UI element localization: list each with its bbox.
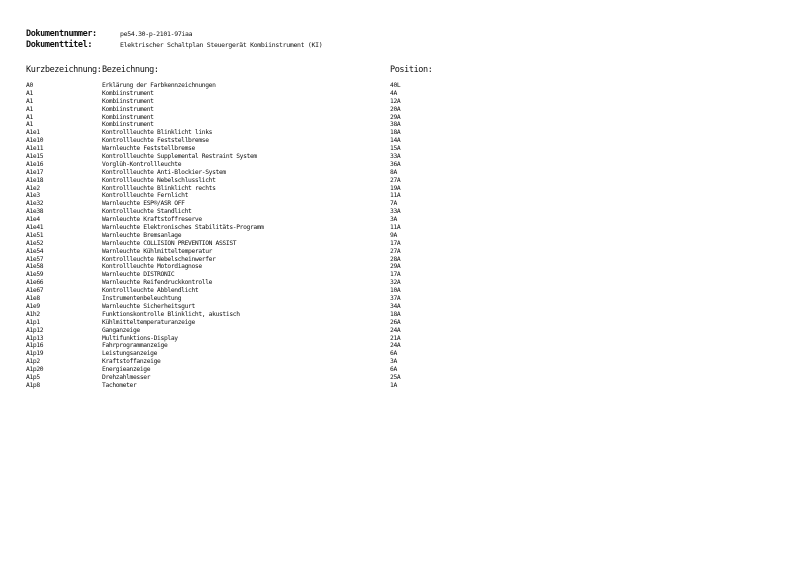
table-row: [26, 224, 726, 232]
row-position: 24A: [390, 326, 401, 334]
table-row: [26, 169, 726, 177]
table-row: [26, 335, 726, 343]
row-code: A1h2: [26, 310, 40, 318]
row-code: A1e18: [26, 176, 44, 184]
document-number-value: pe54.30-p-2101-97iaa: [120, 30, 193, 38]
row-code: A1e58: [26, 263, 44, 271]
row-position: 7A: [390, 200, 397, 208]
row-name: Kontrollleuchte Supplemental Restraint System: [102, 153, 257, 161]
table-row: [26, 327, 726, 335]
row-name: Fahrprogrammanzeige: [102, 342, 168, 350]
table-row: [26, 185, 726, 193]
table-row: [26, 248, 726, 256]
row-name: Warnleuchte Feststellbremse: [102, 145, 195, 153]
row-name: Kontrollleuchte Feststellbremse: [102, 137, 209, 145]
row-position: 37A: [390, 295, 401, 303]
table-row: [26, 232, 726, 240]
document-title-value: Elektrischer Schaltplan Steuergerät Kombiinstrument (KI): [120, 41, 323, 49]
row-name: Warnleuchte DISTRONIC: [102, 271, 175, 279]
table-row: [26, 114, 726, 122]
row-name: Kontrollleuchte Anti-Blockier-System: [102, 168, 226, 176]
row-position: 18A: [390, 129, 401, 137]
row-code: A1e52: [26, 239, 44, 247]
table-row: [26, 161, 726, 169]
row-name: Warnleuchte Sicherheitsgurt: [102, 302, 195, 310]
row-position: 15A: [390, 145, 401, 153]
row-name: Kontrollleuchte Blinklicht rechts: [102, 184, 216, 192]
table-row: [26, 153, 726, 161]
row-position: 20A: [390, 105, 401, 113]
row-code: A1p13: [26, 334, 44, 342]
document-number-label: Dokumentnummer:: [26, 29, 97, 39]
row-name: Kombiinstrument: [102, 121, 154, 129]
table-row: [26, 121, 726, 129]
row-position: 9A: [390, 231, 397, 239]
row-code: A1e1: [26, 129, 40, 137]
row-position: 3A: [390, 216, 397, 224]
row-name: Leistungsanzeige: [102, 350, 158, 358]
row-name: Kontrollleuchte Blinklicht links: [102, 129, 213, 137]
row-code: A1e57: [26, 255, 44, 263]
row-position: 17A: [390, 271, 401, 279]
table-row: [26, 200, 726, 208]
row-position: 29A: [390, 113, 401, 121]
row-position: 6A: [390, 350, 397, 358]
row-code: A1: [26, 113, 33, 121]
table-row: [26, 216, 726, 224]
row-code: A1: [26, 121, 33, 129]
row-position: 21A: [390, 334, 401, 342]
row-code: A1e2: [26, 184, 40, 192]
table-row: [26, 271, 726, 279]
table-row: [26, 240, 726, 248]
table-row: [26, 90, 726, 98]
table-row: [26, 319, 726, 327]
row-position: 11A: [390, 224, 401, 232]
row-code: A1e41: [26, 224, 44, 232]
table-row: [26, 129, 726, 137]
table-row: [26, 145, 726, 153]
column-header-position: Position:: [390, 65, 433, 75]
row-name: Kombiinstrument: [102, 97, 154, 105]
row-name: Drehzahlmesser: [102, 373, 151, 381]
row-name: Tachometer: [102, 381, 137, 389]
row-name: Warnleuchte ESP®/ASR OFF: [102, 200, 185, 208]
row-position: 28A: [390, 255, 401, 263]
table-row: [26, 137, 726, 145]
row-position: 6A: [390, 366, 397, 374]
row-code: A1e3: [26, 192, 40, 200]
row-position: 11A: [390, 192, 401, 200]
row-position: 33A: [390, 153, 401, 161]
row-name: Kombiinstrument: [102, 113, 154, 121]
row-name: Kombiinstrument: [102, 105, 154, 113]
row-position: 18A: [390, 310, 401, 318]
row-name: Energieanzeige: [102, 366, 151, 374]
row-position: 33A: [390, 208, 401, 216]
table-row: [26, 303, 726, 311]
row-code: A1p19: [26, 350, 44, 358]
row-name: Warnleuchte Elektronisches Stabilitäts-Programm: [102, 224, 264, 232]
row-position: 27A: [390, 247, 401, 255]
document-title-label: Dokumenttitel:: [26, 40, 93, 50]
row-name: Warnleuchte Kühlmitteltemperatur: [102, 247, 213, 255]
row-code: A1p8: [26, 381, 40, 389]
row-name: Kontrollleuchte Nebelschlusslicht: [102, 176, 216, 184]
table-row: [26, 374, 726, 382]
row-name: Kontrollleuchte Standlicht: [102, 208, 192, 216]
row-position: 26A: [390, 318, 401, 326]
row-position: 24A: [390, 342, 401, 350]
row-code: A0: [26, 82, 33, 89]
table-row: [26, 106, 726, 114]
row-code: A1p1: [26, 318, 40, 326]
table-row: [26, 287, 726, 295]
row-position: 19A: [390, 184, 401, 192]
row-code: A1e66: [26, 279, 44, 287]
table-row: [26, 82, 726, 90]
component-list: [26, 82, 726, 390]
row-name: Kontrollleuchte Nebelscheinwerfer: [102, 255, 216, 263]
table-row: [26, 279, 726, 287]
row-name: Instrumentenbeleuchtung: [102, 295, 182, 303]
table-row: [26, 256, 726, 264]
column-header-code: Kurzbezeichnung:: [26, 65, 102, 75]
row-position: 3A: [390, 358, 397, 366]
row-position: 25A: [390, 373, 401, 381]
row-position: 34A: [390, 302, 401, 310]
row-code: A1e38: [26, 208, 44, 216]
row-position: 29A: [390, 263, 401, 271]
row-name: Kontrollleuchte Abblendlicht: [102, 287, 199, 295]
row-code: A1p2: [26, 358, 40, 366]
row-code: A1e54: [26, 247, 44, 255]
row-position: 32A: [390, 279, 401, 287]
table-row: [26, 98, 726, 106]
row-position: 12A: [390, 97, 401, 105]
table-row: [26, 366, 726, 374]
row-code: A1e51: [26, 231, 44, 239]
row-name: Multifunktions-Display: [102, 334, 178, 342]
table-row: [26, 177, 726, 185]
table-row: [26, 350, 726, 358]
row-position: 27A: [390, 176, 401, 184]
row-code: A1e16: [26, 160, 44, 168]
row-position: 1A: [390, 381, 397, 389]
row-name: Kontrollleuchte Fernlicht: [102, 192, 189, 200]
row-position: 4A: [390, 89, 397, 97]
row-name: Vorglüh-Kontrollleuchte: [102, 160, 182, 168]
row-code: A1e8: [26, 295, 40, 303]
table-row: [26, 192, 726, 200]
table-row: [26, 342, 726, 350]
row-code: A1p16: [26, 342, 44, 350]
row-code: A1: [26, 97, 33, 105]
column-header-name: Bezeichnung:: [102, 65, 159, 75]
table-row: [26, 263, 726, 271]
row-code: A1p12: [26, 326, 44, 334]
row-code: A1e32: [26, 200, 44, 208]
row-position: 17A: [390, 239, 401, 247]
row-code: A1e4: [26, 216, 40, 224]
row-name: Warnleuchte COLLISION PREVENTION ASSIST: [102, 239, 237, 247]
row-name: Erklärung der Farbkennzeichnungen: [102, 82, 216, 89]
row-code: A1e10: [26, 137, 44, 145]
row-code: A1p5: [26, 373, 40, 381]
row-code: A1e15: [26, 153, 44, 161]
row-code: A1e67: [26, 287, 44, 295]
row-position: 8A: [390, 168, 397, 176]
row-position: 10A: [390, 287, 401, 295]
row-position: 38A: [390, 121, 401, 129]
row-name: Kontrollleuchte Motordiagnose: [102, 263, 202, 271]
row-code: A1p20: [26, 366, 44, 374]
row-name: Ganganzeige: [102, 326, 140, 334]
row-name: Kombiinstrument: [102, 89, 154, 97]
row-position: 36A: [390, 160, 401, 168]
table-row: [26, 208, 726, 216]
table-row: [26, 295, 726, 303]
row-name: Funktionskontrolle Blinklicht, akustisch: [102, 310, 240, 318]
row-name: Warnleuchte Bremsanlage: [102, 231, 182, 239]
row-code: A1e59: [26, 271, 44, 279]
row-position: 14A: [390, 137, 401, 145]
row-code: A1e11: [26, 145, 44, 153]
row-code: A1e9: [26, 302, 40, 310]
row-name: Kühlmitteltemperaturanzeige: [102, 318, 195, 326]
row-name: Warnleuchte Reifendruckkontrolle: [102, 279, 213, 287]
row-code: A1: [26, 89, 33, 97]
row-code: A1: [26, 105, 33, 113]
row-code: A1e17: [26, 168, 44, 176]
row-position: 40L: [390, 82, 401, 89]
table-row: [26, 358, 726, 366]
table-row: [26, 311, 726, 319]
row-name: Warnleuchte Kraftstoffreserve: [102, 216, 202, 224]
table-row: [26, 382, 726, 390]
row-name: Kraftstoffanzeige: [102, 358, 161, 366]
